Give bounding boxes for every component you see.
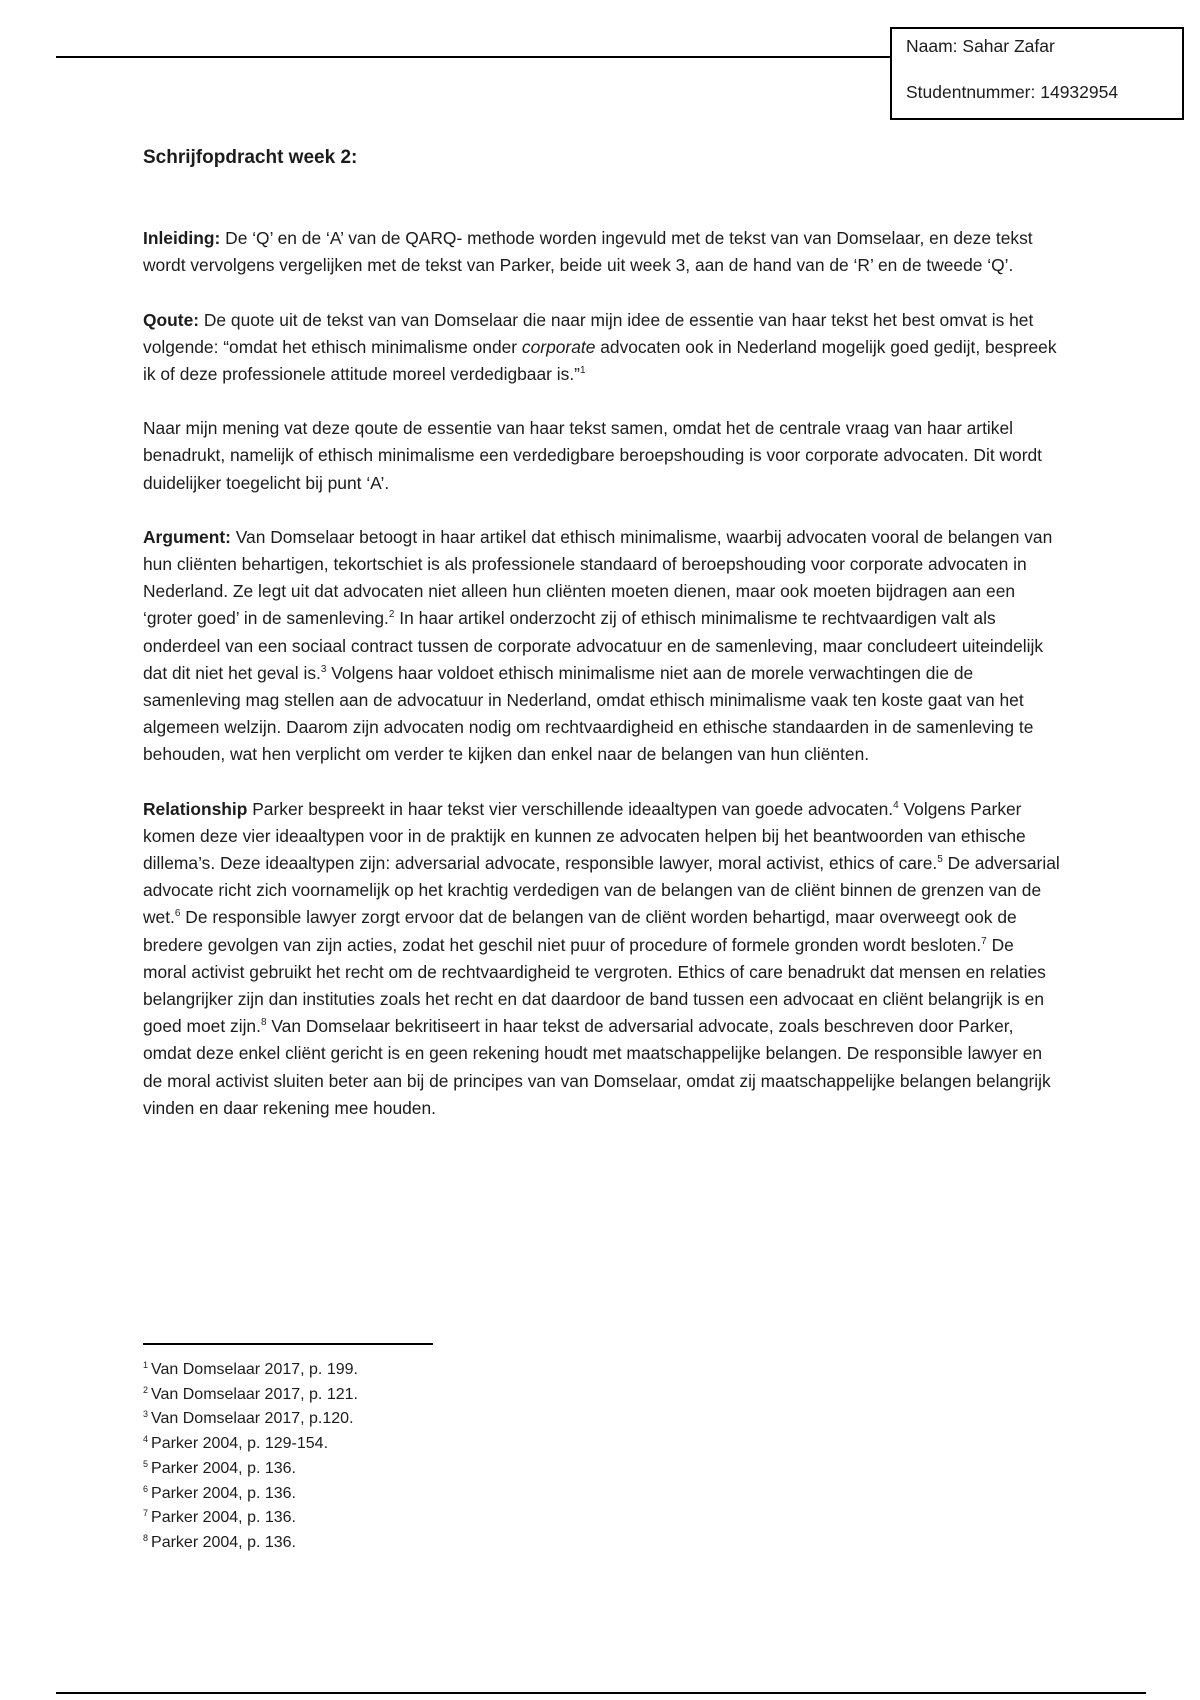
text-relationship-1: Parker bespreekt in haar tekst vier verschillende ideaaltypen van goede advocaten.: [247, 798, 894, 819]
footnote-list: [143, 1358, 358, 1556]
paragraph-relationship: [143, 796, 1061, 1122]
document-body: [143, 144, 1061, 1122]
text-relationship-5: De moral activist gebruikt het recht om de rechtvaardigheid te vergroten. Ethics of care benadrukt dat mensen en relaties belangrijker zijn dan instituties zoals het recht en dat daardoor de band tussen een advocaat en cliënt belangrijk is en goed moet zijn.: [143, 934, 1046, 1037]
footnote-text: Van Domselaar 2017, p. 199.: [151, 1361, 358, 1378]
footnote-ref: 7: [981, 935, 987, 947]
footnote-item: [143, 1358, 358, 1383]
text-qoute-1: De quote uit de tekst van van Domselaar die naar mijn idee de essentie van haar tekst het best omvat is het volgende: “omdat het ethisch minimalisme onder: [143, 309, 1034, 357]
label-argument: Argument:: [143, 526, 231, 547]
footnote-number: 1: [143, 1360, 149, 1370]
text-qoute-italic: corporate: [521, 336, 596, 357]
footnote-item: [143, 1531, 358, 1556]
footnote-number: 4: [143, 1434, 149, 1445]
footnote-text: Parker 2004, p. 136.: [151, 1484, 296, 1502]
label-inleiding: Inleiding:: [143, 228, 221, 249]
footnote-text: Van Domselaar 2017, p. 121.: [151, 1385, 358, 1403]
paragraph-qoute: [143, 307, 1061, 389]
footnote-number: 5: [143, 1458, 149, 1469]
footnote-text: Van Domselaar 2017, p.120.: [151, 1410, 354, 1428]
footnote-number: 2: [143, 1384, 149, 1395]
footnote-item: [143, 1407, 358, 1432]
text-argument-2: In haar artikel onderzocht zij of ethisch minimalisme te rechtvaardigen valt als onderdeel van een sociaal contract tussen de corporate advocatuur en de samenleving, maar concludeert uiteindelijk dat dit niet het geval is.: [143, 608, 1044, 683]
student-info-box: [890, 27, 1184, 120]
footnote-item: [143, 1506, 358, 1531]
footnote-ref: 1: [579, 365, 586, 377]
footnote-ref: 3: [320, 663, 327, 675]
text-qoute-2: advocaten ook in Nederland mogelijk goed gedijt, bespreek ik of deze professionele attitude moreel verdedigbaar is.”: [143, 336, 1057, 385]
footnote-number: 8: [143, 1532, 149, 1543]
footer-rule: [56, 1692, 1146, 1694]
footnote-item: [143, 1432, 358, 1457]
footnote-text: Parker 2004, p. 136.: [151, 1459, 296, 1477]
paragraph-argument: [143, 524, 1061, 769]
footnote-number: 3: [143, 1409, 149, 1420]
text-relationship-6: Van Domselaar bekritiseert in haar tekst de adversarial advocate, zoals beschreven door Parker, omdat deze enkel cliënt gericht is en geen rekening houdt met maatschappelijke belangen. De responsible lawyer en de moral activist sluiten beter aan bij de principes van van Domselaar, omdat zij maatschappelijke belangen belangrijk vinden en daar rekening mee houden.: [143, 1016, 1051, 1118]
footnote-ref: 6: [174, 908, 181, 920]
student-name: Naam: Sahar Zafar: [906, 36, 1055, 56]
text-relationship-2: Volgens Parker komen deze vier ideaaltypen voor in de praktijk en kunnen ze advocaten helpen bij het beantwoorden van ethische dillema’s. Deze ideaaltypen zijn: adversarial advocate, responsible lawyer, moral activist, ethics of care.: [143, 798, 1026, 874]
paragraph-inleiding: [143, 225, 1061, 279]
footnote-text: Parker 2004, p. 136.: [151, 1509, 296, 1527]
footnote-ref: 2: [388, 609, 395, 621]
footnote-ref: 8: [260, 1017, 267, 1029]
page-title: Schrijfopdracht week 2:: [143, 147, 358, 168]
text-argument-1: Van Domselaar betoogt in haar artikel dat ethisch minimalisme, waarbij advocaten vooral de belangen van hun cliënten behartigen, tekortschiet is als professionele standaard of beroepshouding voor corporate advocaten in Nederland. Ze legt uit dat advocaten niet alleen hun cliënten moeten dienen, maar ook moeten bijdragen aan een ‘groter goed’ in de samenleving.: [143, 526, 1053, 629]
footnote-ref: 5: [937, 854, 943, 866]
text-relationship-3: De adversarial advocate richt zich voornamelijk op het krachtig verdedigen van de belangen van de cliënt binnen de grenzen van de wet.: [143, 853, 1060, 928]
footnote-separator: [143, 1343, 433, 1345]
text-argument-3: Volgens haar voldoet ethisch minimalisme niet aan de morele verwachtingen die de samenleving mag stellen aan de advocatuur in Nederland, omdat ethisch minimalisme vaak ten koste gaat van het algemeen welzijn. Daarom zijn advocaten nodig om rechtvaardigheid en ethische standaarden in de samenleving te behouden, wat hen verplicht om verder te kijken dan enkel naar de belangen van hun cliënten.: [143, 662, 1034, 765]
student-number: Studentnummer: 14932954: [906, 82, 1119, 102]
paragraph-mening: Naar mijn mening vat deze qoute de essentie van haar tekst samen, omdat het de centrale vraag van haar artikel benadrukt, namelijk of ethisch minimalisme een verdedigbare beroepshouding is voor corporate advocaten. Dit wordt duidelijker toegelicht bij punt ‘A’.: [143, 418, 1043, 493]
header-rule: [56, 56, 891, 58]
footnote-item: [143, 1383, 358, 1408]
footnote-ref: 4: [893, 799, 899, 811]
footnote-text: Parker 2004, p. 129-154.: [151, 1435, 329, 1453]
text-relationship-4: De responsible lawyer zorgt ervoor dat de belangen van de cliënt worden behartigd, maar overweegt ook de bredere gevolgen van zijn acties, zodat het geschil niet puur of procedure of formele gronden wordt besloten.: [143, 907, 1017, 955]
footnote-number: 6: [143, 1483, 149, 1494]
footnote-item: [143, 1482, 358, 1507]
footnote-text: Parker 2004, p. 136.: [151, 1533, 296, 1551]
footnote-item: [143, 1457, 358, 1482]
label-qoute: Qoute:: [143, 309, 200, 330]
footnote-number: 7: [143, 1508, 149, 1519]
label-relationship: Relationship: [143, 798, 248, 819]
text-inleiding: De ‘Q’ en de ‘A’ van de QARQ- methode worden ingevuld met de tekst van van Domselaar, en deze tekst wordt vervolgens vergelijken met de tekst van Parker, beide uit week 3, aan de hand van de ‘R’ en de tweede ‘Q’.: [143, 228, 1033, 276]
